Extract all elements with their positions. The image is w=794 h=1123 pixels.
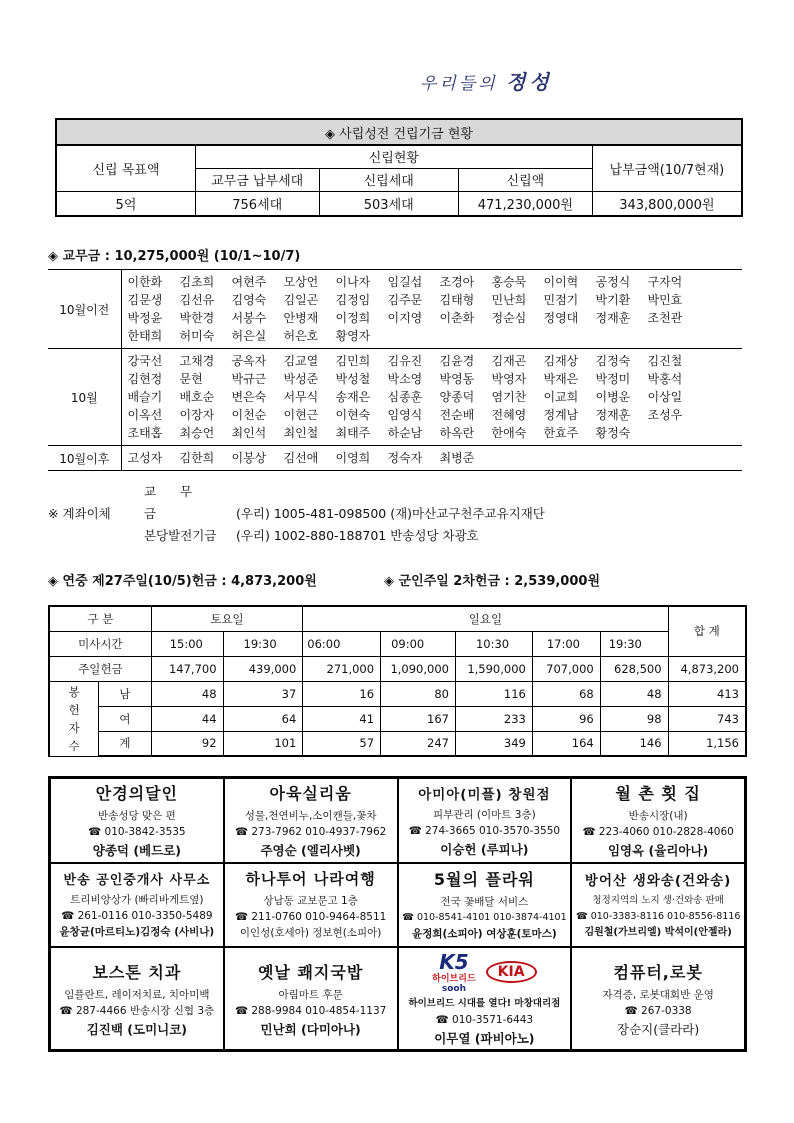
ad-owner: 임영옥 (율리아나) bbox=[607, 843, 709, 859]
member-name: 문현 bbox=[179, 372, 203, 386]
member-name: 고성자 bbox=[127, 451, 163, 465]
member-name: 김재곤 bbox=[491, 354, 527, 368]
fund-col-households: 교무금 납부세대 bbox=[195, 168, 319, 191]
amount-cell: 1,090,000 bbox=[381, 656, 456, 681]
amount-cell: 147,700 bbox=[151, 656, 223, 681]
row-label: 계 bbox=[99, 731, 152, 756]
ad-line: 임플란트, 레이저치료, 치아미백 bbox=[64, 988, 210, 1001]
mass-time: 15:00 bbox=[151, 631, 223, 656]
member-name: 김유진 bbox=[387, 354, 423, 368]
ad-name: 반송 공인중개사 사무소 bbox=[63, 873, 211, 889]
h-category: 구 분 bbox=[49, 606, 151, 631]
ad-owner: 민난희 (다미아나) bbox=[260, 1021, 361, 1037]
gyomu-heading: ◈ 교무금 : 10,275,000원 (10/1~10/7) bbox=[48, 249, 301, 264]
member-name: 박성준 bbox=[283, 372, 319, 386]
fund-goal-label: 신립 목표액 bbox=[56, 145, 195, 191]
ad-owner: 주영순 (엘리사벳) bbox=[260, 843, 361, 859]
h-sunday: 일요일 bbox=[303, 606, 668, 631]
member-name: 민점기 bbox=[543, 293, 579, 307]
member-name: 이춘화 bbox=[439, 311, 475, 325]
member-name: 김교열 bbox=[283, 354, 319, 368]
member-name: 김재상 bbox=[543, 354, 579, 368]
member-name: 홍승묵 bbox=[491, 275, 527, 289]
amount-cell: 707,000 bbox=[532, 656, 600, 681]
ad-box bbox=[224, 778, 398, 863]
member-name: 허미숙 bbox=[179, 329, 215, 343]
fund-heading: ◈ 사립성전 건립기금 현황 bbox=[56, 119, 742, 145]
member-name: 박규근 bbox=[231, 372, 267, 386]
member-name: 박영자 bbox=[491, 372, 527, 386]
ad-line: 자격증, 로봇대회반 운영 bbox=[602, 988, 714, 1001]
member-name: 염기찬 bbox=[491, 390, 527, 404]
page-title bbox=[420, 66, 553, 95]
ad-line: 하이브리드 시대를 열다! 마창대리점 bbox=[408, 998, 561, 1009]
member-name: 이영희 bbox=[335, 451, 371, 465]
member-name: 허은실 bbox=[231, 329, 267, 343]
ad-owner: 이인성(호세아) 정보현(소피아) bbox=[239, 927, 382, 940]
fund-paid: 343,800,000원 bbox=[592, 191, 742, 216]
member-name: 민난희 bbox=[491, 293, 527, 307]
ad-box bbox=[571, 863, 745, 948]
member-name: 김한희 bbox=[179, 451, 215, 465]
ad-name: 컴퓨터,로봇 bbox=[613, 962, 703, 982]
member-name: 최태주 bbox=[335, 426, 371, 440]
ad-name: 월 촌 횟 집 bbox=[615, 784, 701, 804]
offering-heading-right: ◈ 군인주일 2차헌금 : 2,539,000원 bbox=[384, 574, 601, 589]
member-name: 구자억 bbox=[647, 275, 683, 289]
member-name: 최병준 bbox=[439, 451, 475, 465]
member-name: 박영동 bbox=[439, 372, 475, 386]
mass-time: 10:30 bbox=[455, 631, 532, 656]
amount-cell: 271,000 bbox=[303, 656, 381, 681]
account-info bbox=[48, 481, 545, 547]
volunteer-cell: 48 bbox=[151, 681, 223, 706]
k5-sub: sooh bbox=[441, 984, 466, 994]
member-name: 김초희 bbox=[179, 275, 215, 289]
member-name: 임영식 bbox=[387, 408, 423, 422]
member-name: 이옥선 bbox=[127, 408, 163, 422]
ad-line: 성물,천연비누,소이캔들,꽃차 bbox=[244, 810, 377, 823]
member-name: 정순심 bbox=[491, 311, 527, 325]
ad-line: ☎ 287-4466 반송시장 신협 3층 bbox=[59, 1004, 215, 1017]
ad-line: ☎ 288-9984 010-4854-1137 bbox=[234, 1004, 387, 1017]
ad-line: 전국 꽃배달 서비스 bbox=[440, 896, 529, 909]
volunteer-cell: 98 bbox=[600, 706, 668, 731]
member-name: 이장자 bbox=[179, 408, 215, 422]
ad-owner: 장순지(클라라) bbox=[617, 1021, 700, 1037]
member-name: 심종훈 bbox=[387, 390, 423, 404]
member-name: 정영대 bbox=[543, 311, 579, 325]
member-name: 이지영 bbox=[387, 311, 423, 325]
member-name: 김선애 bbox=[283, 451, 319, 465]
member-name: 김진철 bbox=[647, 354, 683, 368]
gyomu-group-label: 10월이전 bbox=[48, 270, 121, 349]
member-name: 최인철 bbox=[283, 426, 319, 440]
member-name: 김정숙 bbox=[595, 354, 631, 368]
member-name: 하옥란 bbox=[439, 426, 475, 440]
member-name: 이천순 bbox=[231, 408, 267, 422]
gyomu-group-row bbox=[48, 349, 742, 446]
mass-time: 09:00 bbox=[381, 631, 456, 656]
gyomu-name-list bbox=[121, 349, 742, 446]
volunteer-cell: 164 bbox=[532, 731, 600, 756]
volunteer-cell: 349 bbox=[455, 731, 532, 756]
kia-logo: KIA bbox=[486, 961, 537, 983]
h-total: 합 계 bbox=[668, 606, 746, 656]
ad-name: 5월의 플라워 bbox=[433, 870, 535, 890]
ad-name: 보스톤 치과 bbox=[92, 962, 182, 982]
volunteer-cell: 101 bbox=[223, 731, 303, 756]
ad-line: 반송시장(내) bbox=[628, 810, 688, 823]
h-saturday: 토요일 bbox=[151, 606, 303, 631]
member-name: 김현정 bbox=[127, 372, 163, 386]
member-name: 변은숙 bbox=[231, 390, 267, 404]
volunteer-total: 413 bbox=[668, 681, 746, 706]
member-name: 이나자 bbox=[335, 275, 371, 289]
member-name: 최인석 bbox=[231, 426, 267, 440]
fund-goal: 5억 bbox=[56, 191, 195, 216]
member-name: 이봉상 bbox=[231, 451, 267, 465]
volunteer-total: 743 bbox=[668, 706, 746, 731]
member-name: 김윤경 bbox=[439, 354, 475, 368]
h-volunteers-char: 봉 bbox=[68, 684, 80, 699]
member-name: 박기환 bbox=[595, 293, 631, 307]
hybrid-text: 하이브리드 bbox=[432, 974, 476, 984]
member-name: 허은호 bbox=[283, 329, 319, 343]
member-name: 여현주 bbox=[231, 275, 267, 289]
fund-applied: 503세대 bbox=[319, 191, 458, 216]
member-name: 조천관 bbox=[647, 311, 683, 325]
ad-owner: 윤정희(소피아) 여상훈(토마스) bbox=[412, 928, 557, 941]
member-name: 고채경 bbox=[179, 354, 215, 368]
page-title-prefix: 우리들의 bbox=[420, 74, 498, 94]
volunteer-cell: 167 bbox=[381, 706, 456, 731]
member-name: 김선유 bbox=[179, 293, 215, 307]
ad-line: ☎ 010-3383-8116 010-8556-8116 bbox=[575, 910, 741, 922]
member-name: 안병재 bbox=[283, 311, 319, 325]
ad-name: 아미아(미플) 창원점 bbox=[418, 786, 551, 803]
ad-box bbox=[398, 863, 572, 948]
member-name: 김일곤 bbox=[283, 293, 319, 307]
ad-box bbox=[398, 947, 572, 1050]
volunteer-cell: 247 bbox=[381, 731, 456, 756]
ad-owner: 윤창균(마르티노)김정숙 (사비나) bbox=[59, 926, 215, 939]
gyomu-group-label: 10월이후 bbox=[48, 446, 121, 471]
ad-line: ☎ 211-0760 010-9464-8511 bbox=[234, 911, 387, 924]
ad-box bbox=[571, 778, 745, 863]
member-name: 한태희 bbox=[127, 329, 163, 343]
ad-line: 상남동 교보문고 1층 bbox=[263, 895, 358, 908]
fund-status-label: 신립현황 bbox=[195, 145, 592, 168]
ad-name: 하나투어 나라여행 bbox=[245, 870, 376, 889]
ads-grid bbox=[48, 776, 747, 1052]
account-2-label: 본당발전기금 bbox=[143, 528, 217, 543]
member-name: 조태홉 bbox=[127, 426, 163, 440]
ad-box bbox=[224, 863, 398, 948]
page-title-main: 정성 bbox=[506, 70, 553, 94]
h-mass-time: 미사시간 bbox=[49, 631, 151, 656]
h-volunteers bbox=[49, 681, 99, 756]
mass-time: 17:00 bbox=[532, 631, 600, 656]
member-name: 정숙자 bbox=[387, 451, 423, 465]
member-name: 김주문 bbox=[387, 293, 423, 307]
gyomu-name-list bbox=[121, 270, 742, 349]
volunteer-cell: 116 bbox=[455, 681, 532, 706]
h-volunteers-char: 헌 bbox=[68, 702, 80, 717]
member-name: 한애숙 bbox=[491, 426, 527, 440]
fund-col-applied: 신립세대 bbox=[319, 168, 458, 191]
ad-line: ☎ 274-3665 010-3570-3550 bbox=[408, 824, 561, 837]
member-name: 이교희 bbox=[543, 390, 579, 404]
ad-box bbox=[50, 947, 224, 1050]
volunteer-cell: 37 bbox=[223, 681, 303, 706]
volunteer-cell: 16 bbox=[303, 681, 381, 706]
amount-total: 4,873,200 bbox=[668, 656, 746, 681]
offering-heading-left: ◈ 연중 제27주일(10/5)헌금 : 4,873,200원 bbox=[48, 574, 317, 589]
volunteer-cell: 41 bbox=[303, 706, 381, 731]
volunteer-total: 1,156 bbox=[668, 731, 746, 756]
member-name: 김영숙 bbox=[231, 293, 267, 307]
member-name: 공옥자 bbox=[231, 354, 267, 368]
ad-line: 트리비앙상가 (빠리바게트옆) bbox=[70, 894, 204, 907]
member-name: 박홍석 bbox=[647, 372, 683, 386]
member-name: 최승언 bbox=[179, 426, 215, 440]
member-name: 이현숙 bbox=[335, 408, 371, 422]
ad-box bbox=[224, 947, 398, 1050]
ad-name: 방어산 생와송(건와송) bbox=[584, 872, 732, 889]
member-name: 이상일 bbox=[647, 390, 683, 404]
member-name: 이한화 bbox=[127, 275, 163, 289]
member-name: 배호순 bbox=[179, 390, 215, 404]
member-name: 전순배 bbox=[439, 408, 475, 422]
member-name: 박한경 bbox=[179, 311, 215, 325]
ad-line: ☎ 273-7962 010-4937-7962 bbox=[234, 826, 387, 839]
member-name: 황정숙 bbox=[595, 426, 631, 440]
ad-name: 아육실리움 bbox=[269, 784, 352, 804]
volunteer-cell: 92 bbox=[151, 731, 223, 756]
member-name: 송재은 bbox=[335, 390, 371, 404]
member-name: 이이혁 bbox=[543, 275, 579, 289]
member-name: 공정식 bbox=[595, 275, 631, 289]
member-name: 박성철 bbox=[335, 372, 371, 386]
ad-owner: 이승헌 (루피나) bbox=[440, 841, 529, 857]
gyomu-name-list bbox=[121, 446, 742, 471]
ad-owner: 김원철(가브리엘) 박석이(안젤라) bbox=[584, 926, 732, 938]
member-name: 황영자 bbox=[335, 329, 371, 343]
member-name: 양종덕 bbox=[439, 390, 475, 404]
member-name: 박재은 bbox=[543, 372, 579, 386]
member-name: 박소영 bbox=[387, 372, 423, 386]
h-volunteers-char: 수 bbox=[68, 738, 80, 753]
volunteer-cell: 96 bbox=[532, 706, 600, 731]
member-name: 정재훈 bbox=[595, 311, 631, 325]
account-1-label: 교 무 금 bbox=[143, 484, 203, 521]
ad-line: ☎ 010-3571-6443 bbox=[435, 1014, 534, 1026]
ad-owner: 양종덕 (베드로) bbox=[92, 843, 181, 859]
volunteer-cell: 80 bbox=[381, 681, 456, 706]
building-fund-table bbox=[55, 118, 743, 217]
member-name: 이정희 bbox=[335, 311, 371, 325]
ad-line: 반송성당 맞은 편 bbox=[98, 810, 176, 823]
member-name: 강국선 bbox=[127, 354, 163, 368]
ad-line: ☎ 261-0116 010-3350-5489 bbox=[61, 910, 213, 923]
member-name: 김태형 bbox=[439, 293, 475, 307]
ad-line: 아림마트 후문 bbox=[278, 988, 343, 1001]
row-label: 여 bbox=[99, 706, 152, 731]
member-name: 정재훈 bbox=[595, 408, 631, 422]
member-name: 김민희 bbox=[335, 354, 371, 368]
volunteer-cell: 48 bbox=[600, 681, 668, 706]
volunteer-cell: 57 bbox=[303, 731, 381, 756]
member-name: 정계남 bbox=[543, 408, 579, 422]
member-name: 김정임 bbox=[335, 293, 371, 307]
k5-kia-logo bbox=[432, 950, 536, 994]
amount-cell: 1,590,000 bbox=[455, 656, 532, 681]
amount-cell: 439,000 bbox=[223, 656, 303, 681]
fund-paid-label: 납부금액(10/7현재) bbox=[592, 145, 742, 191]
mass-time: 06:00 bbox=[303, 631, 381, 656]
gyomu-group-row bbox=[48, 446, 742, 471]
member-name: 이현근 bbox=[283, 408, 319, 422]
account-mark: ※ 계좌이체 bbox=[48, 506, 111, 521]
k5-text: K5 bbox=[439, 950, 469, 974]
volunteer-cell: 146 bbox=[600, 731, 668, 756]
gyomu-name-table bbox=[48, 269, 742, 471]
ad-box bbox=[398, 778, 572, 863]
member-name: 서무식 bbox=[283, 390, 319, 404]
ad-box bbox=[50, 778, 224, 863]
member-name: 모상언 bbox=[283, 275, 319, 289]
k5-logo bbox=[432, 950, 475, 994]
volunteer-cell: 233 bbox=[455, 706, 532, 731]
ad-name: 안경의달인 bbox=[95, 784, 179, 804]
member-name: 하순남 bbox=[387, 426, 423, 440]
account-1-value: (우리) 1005-481-098500 (재)마산교구천주교유지재단 bbox=[235, 506, 545, 521]
h-amount: 주일헌금 bbox=[49, 656, 151, 681]
fund-amount: 471,230,000원 bbox=[458, 191, 592, 216]
member-name: 임길섭 bbox=[387, 275, 423, 289]
member-name: 박정미 bbox=[595, 372, 631, 386]
fund-col-amount: 신립액 bbox=[458, 168, 592, 191]
offering-table bbox=[48, 605, 747, 757]
member-name: 배슬기 bbox=[127, 390, 163, 404]
gyomu-group-row bbox=[48, 270, 742, 349]
row-label: 남 bbox=[99, 681, 152, 706]
ad-line: ☎ 223-4060 010-2828-4060 bbox=[582, 826, 734, 839]
volunteer-cell: 44 bbox=[151, 706, 223, 731]
member-name: 조경아 bbox=[439, 275, 475, 289]
mass-time: 19:30 bbox=[223, 631, 303, 656]
member-name: 박민효 bbox=[647, 293, 683, 307]
member-name: 김문생 bbox=[127, 293, 163, 307]
ad-box bbox=[50, 863, 224, 948]
h-volunteers-char: 자 bbox=[68, 720, 80, 735]
volunteer-cell: 68 bbox=[532, 681, 600, 706]
gyomu-group-label: 10월 bbox=[48, 349, 121, 446]
member-name: 전혜영 bbox=[491, 408, 527, 422]
member-name: 조성우 bbox=[647, 408, 683, 422]
ad-line: ☎ 010-3842-3535 bbox=[88, 826, 186, 839]
member-name: 한효주 bbox=[543, 426, 579, 440]
ad-line: 피부관리 (이마트 3층) bbox=[433, 808, 536, 821]
ad-box bbox=[571, 947, 745, 1050]
member-name: 서봉수 bbox=[231, 311, 267, 325]
ad-line: ☎ 010-8541-4101 010-3874-4101 bbox=[402, 912, 567, 924]
member-name: 이병운 bbox=[595, 390, 631, 404]
ad-owner: 이무열 (파비아노) bbox=[434, 1031, 535, 1046]
mass-time: 19:30 bbox=[600, 631, 668, 656]
account-2-value: (우리) 1002-880-188701 반송성당 차광호 bbox=[235, 528, 479, 543]
fund-households: 756세대 bbox=[195, 191, 319, 216]
volunteer-cell: 64 bbox=[223, 706, 303, 731]
amount-cell: 628,500 bbox=[600, 656, 668, 681]
ad-name: 옛날 쾌지국밥 bbox=[257, 962, 364, 982]
ad-line: 청정지역의 노지 생·건와송 판매 bbox=[592, 894, 724, 906]
ad-owner: 김진백 (도미니코) bbox=[86, 1021, 188, 1037]
member-name: 박정윤 bbox=[127, 311, 163, 325]
ad-line: ☎ 267-0338 bbox=[624, 1004, 692, 1017]
